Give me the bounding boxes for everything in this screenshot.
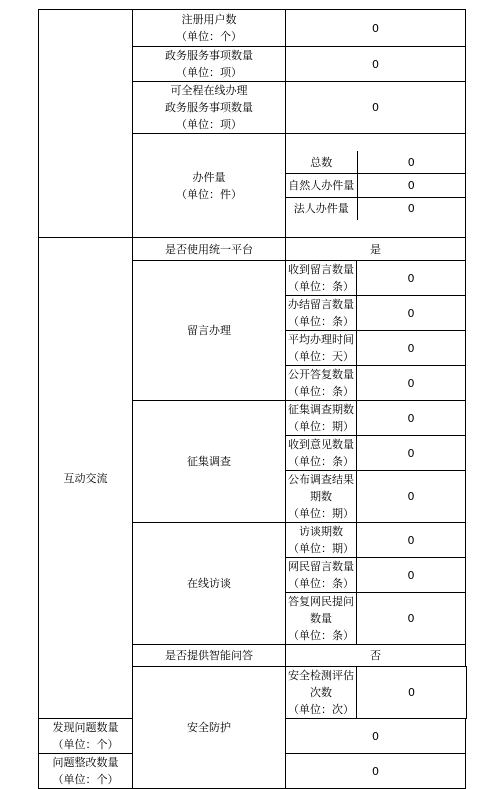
online-service-items-value: 0 — [286, 82, 466, 134]
messages-received-value: 0 — [357, 261, 466, 296]
cases-natural-label: 自然人办件量 — [286, 174, 357, 197]
interaction-section-label: 互动交流 — [39, 238, 133, 719]
survey-opinions-value: 0 — [357, 436, 466, 471]
survey-group-label: 征集调查 — [133, 401, 286, 523]
smart-qa-label: 是否提供智能问答 — [133, 645, 286, 667]
security-fixed-label: 问题整改数量 （单位：个） — [39, 754, 133, 789]
security-issues-label: 发现问题数量 （单位：个） — [39, 719, 133, 754]
service-section-cell — [39, 10, 133, 238]
messages-concluded-value: 0 — [357, 296, 466, 331]
cases-label: 办件量 （单位：件） — [133, 134, 286, 238]
interview-group-label: 在线访谈 — [133, 523, 286, 645]
survey-periods-value: 0 — [357, 401, 466, 436]
security-issues-value: 0 — [286, 719, 466, 754]
security-checks-value: 0 — [357, 667, 467, 719]
registered-users-label: 注册用户数 （单位：个） — [133, 10, 286, 47]
cases-total-label: 总数 — [286, 151, 357, 174]
gov-service-items-value: 0 — [286, 47, 466, 82]
messages-received-label: 收到留言数量 （单位：条） — [286, 261, 357, 296]
survey-results-value: 0 — [357, 471, 466, 523]
messages-public-replies-value: 0 — [357, 366, 466, 401]
survey-results-label: 公布调查结果期数 （单位：期） — [286, 471, 357, 523]
messages-concluded-label: 办结留言数量 （单位：条） — [286, 296, 357, 331]
registered-users-value: 0 — [286, 10, 466, 47]
messages-group-label: 留言办理 — [133, 261, 286, 401]
unified-platform-label: 是否使用统一平台 — [133, 238, 286, 261]
cases-legal-label: 法人办件量 — [286, 197, 357, 220]
messages-public-replies-label: 公开答复数量 （单位：条） — [286, 366, 357, 401]
messages-avg-time-value: 0 — [357, 331, 466, 366]
online-service-items-label: 可全程在线办理 政务服务事项数量 （单位：项） — [133, 82, 286, 134]
interview-periods-value: 0 — [357, 523, 466, 558]
security-checks-label: 安全检测评估次数 （单位：次） — [286, 667, 357, 719]
survey-opinions-label: 收到意见数量 （单位：条） — [286, 436, 357, 471]
cases-subtable — [286, 151, 465, 220]
unified-platform-value: 是 — [286, 238, 466, 261]
messages-avg-time-label: 平均办理时间 （单位：天） — [286, 331, 357, 366]
cases-natural-value: 0 — [357, 174, 465, 197]
security-fixed-value: 0 — [286, 754, 466, 789]
interview-periods-label: 访谈期数 （单位：期） — [286, 523, 357, 558]
security-section-label: 安全防护 — [133, 667, 286, 789]
interview-answers-label: 答复网民提问数量 （单位：条） — [286, 593, 357, 645]
smart-qa-value: 否 — [286, 645, 466, 667]
interview-answers-value: 0 — [357, 593, 466, 645]
survey-periods-label: 征集调查期数 （单位：期） — [286, 401, 357, 436]
cases-legal-value: 0 — [407, 202, 415, 216]
interview-messages-label: 网民留言数量 （单位：条） — [286, 558, 357, 593]
cases-subtable-cell — [286, 134, 466, 238]
cases-total-value: 0 — [357, 151, 465, 174]
gov-service-items-label: 政务服务事项数量 （单位：项） — [133, 47, 286, 82]
stats-table — [38, 9, 467, 789]
interview-messages-value: 0 — [357, 558, 466, 593]
